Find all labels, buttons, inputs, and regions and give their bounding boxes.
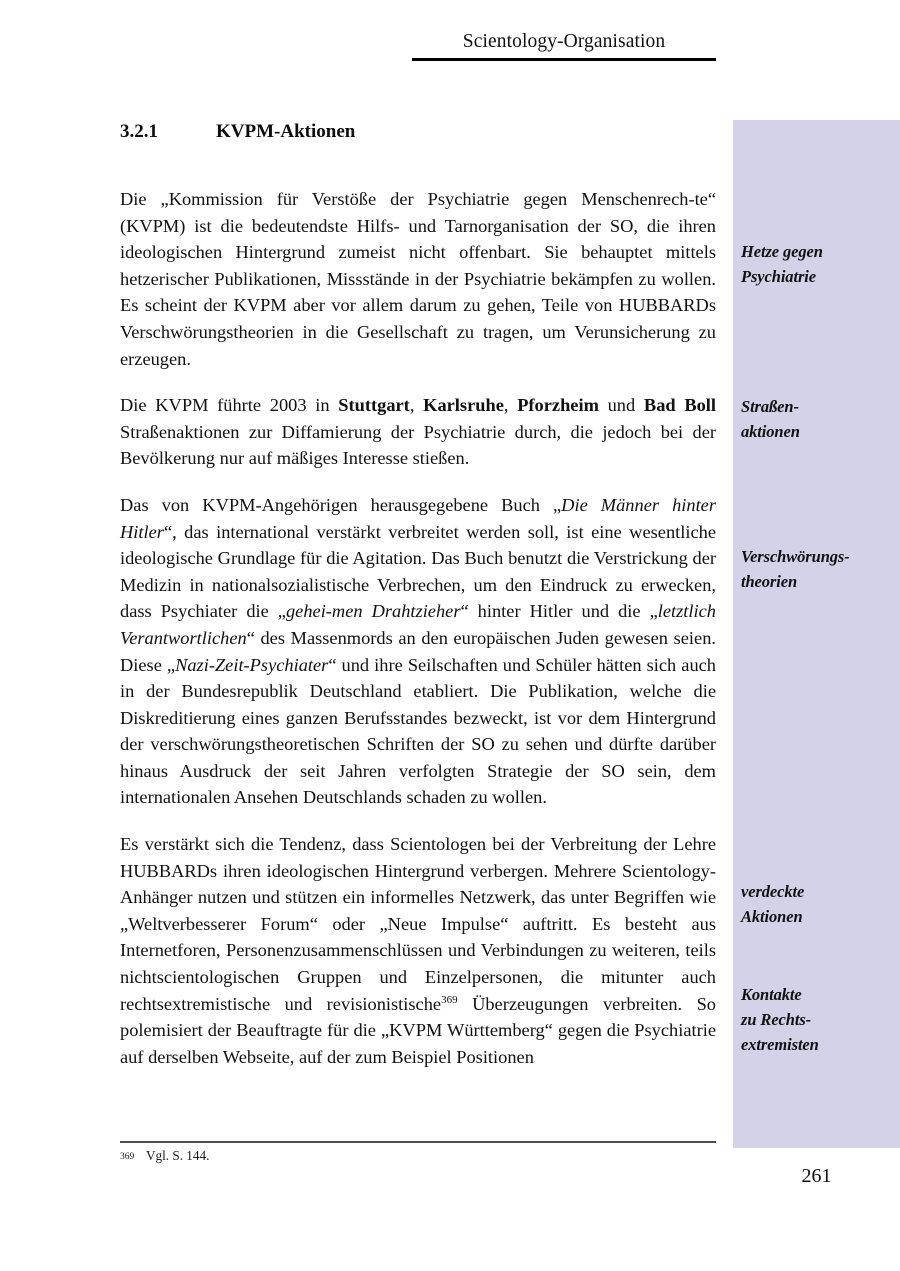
footnote-entry: [120, 1147, 716, 1166]
margin-note-line: Kontakte: [741, 985, 802, 1004]
section-number: 3.2.1: [120, 121, 158, 142]
paragraph-text: Die KVPM führte 2003 in: [120, 395, 339, 416]
footnote-number: 369: [120, 1152, 135, 1162]
quote-geheime-drahtzieher: gehei-men Drahtzieher: [285, 601, 461, 622]
section-title: KVPM-Aktionen: [216, 121, 356, 142]
paragraph-text: “ hinter Hitler und die „: [460, 601, 658, 622]
paragraph-text: Straßenaktionen zur Diffamierung der Psychiatrie durch, die jedoch bei der Bevölkerung nur auf mäßiges Interesse stießen.: [120, 421, 716, 469]
page-number: 261: [801, 1165, 832, 1187]
margin-note-verdeckte-aktionen: [741, 879, 900, 929]
margin-note-kontakte-zu-rechtsextremisten: [741, 982, 900, 1057]
section-heading: [120, 120, 716, 144]
margin-note-line: zu Rechts-: [741, 1010, 812, 1029]
margin-note-line: theorien: [741, 572, 798, 591]
margin-note-line: extremisten: [741, 1035, 819, 1054]
paragraph-text: “, das international verstärkt verbreitet werden soll, ist eine wesentliche ideologische Grundlage für die Agitation. Das Buch benutzt die Verstrickung der Medizin in nationalsozialistische Verbrechen, um den Eindruck zu erwecken, dass Psychiater die „: [120, 521, 716, 622]
paragraph-text: Es verstärkt sich die Tendenz, dass Scientologen bei der Verbreitung der Lehre HUBBARDs ihren ideologischen Hintergrund verbergen. Mehrere Scientology-Anhänger nutzen und stützen ein informelles Netzwerk, das unter Begriffen wie „Weltverbesserer Forum“ oder „Neue Impulse“ auftritt. Es besteht aus Internetforen, Personenzusammenschlüssen und Verbindungen zu weiteren, teils nichtscientologischen Gruppen und Einzelpersonen, die mitunter auch rechtsextremistische und revisionistische: [120, 834, 716, 1014]
footnote-rule: [120, 1141, 716, 1143]
margin-note-line: verdeckte: [741, 882, 805, 901]
conjunction: und: [598, 395, 644, 416]
heading-spacer: [120, 144, 716, 186]
running-head-title: Scientology-Organisation: [462, 31, 666, 52]
city-stuttgart: Stuttgart: [338, 395, 410, 416]
margin-note-strassenaktionen: [741, 394, 900, 444]
separator: ,: [503, 395, 518, 416]
margin-note-line: Straßen-: [741, 397, 799, 416]
margin-note-line: Psychiatrie: [741, 267, 816, 286]
paragraph-text: Die „Kommission für Verstöße der Psychiatrie gegen Menschenrech-te“ (KVPM) ist die bedeutendste Hilfs- und Tarnorganisation der SO, die ihren ideologischen Hintergrund zumeist nicht offenbart. Sie behauptet mittels hetzerischer Publikationen, Missstände in der Psychiatrie bekämpfen zu wollen. Es scheint der KVPM aber vor allem darum zu gehen, Teile von HUBBARDs Verschwörungstheorien in die Gesellschaft zu tragen, um Verunsicherung zu erzeugen.: [120, 189, 716, 369]
running-head: [412, 30, 716, 54]
city-bad-boll: Bad Boll: [643, 395, 717, 416]
city-karlsruhe: Karlsruhe: [423, 395, 504, 416]
quote-letztlich-verantwortlichen: letztlich Verantwortlichen: [120, 601, 716, 648]
quote-nazi-zeit-psychiater: Nazi-Zeit-Psychiater: [175, 654, 329, 675]
footnote-reference-369[interactable]: 369: [441, 993, 458, 1006]
separator: ,: [409, 395, 424, 416]
paragraph-text: Überzeugungen verbreiten. So polemisiert der Beauftragte für die „KVPM Württemberg“ gegen die Psychiatrie auf derselben Webseite, auf der zum Beispiel Positionen: [120, 993, 717, 1067]
paragraph-kvpm-intro: [120, 186, 716, 372]
paragraph-verschwoerungstheorien: [120, 492, 716, 811]
margin-note-line: Verschwörungs-: [741, 547, 850, 566]
running-head-rule: [412, 58, 716, 61]
paragraph-verdeckte-aktionen: [120, 831, 716, 1070]
margin-note-hetze-gegen-psychiatrie: [741, 239, 900, 289]
paragraph-text: Das von KVPM-Angehörigen herausgegebene Buch „: [120, 494, 562, 515]
margin-note-verschwoerungstheorien: [741, 544, 900, 594]
margin-note-line: aktionen: [741, 422, 800, 441]
margin-note-line: Aktionen: [741, 907, 803, 926]
city-pforzheim: Pforzheim: [517, 395, 599, 416]
footnote-text: Vgl. S. 144.: [146, 1148, 210, 1163]
paragraph-text: “ des Massenmords an den europäischen Juden gewesen seien. Diese „: [120, 627, 716, 675]
margin-note-line: Hetze gegen: [741, 242, 823, 261]
paragraph-text: “ und ihre Seilschaften und Schüler hätten sich auch in der Bundesrepublik Deutschland etabliert. Die Publikation, welche die Diskreditierung eines ganzen Berufsstandes bezweckt, ist vor dem Hintergrund der verschwörungstheoretischen Schriften der SO zu sehen und dürfte darüber hinaus Ausdruck der seit Jahren verfolgten Strategie der SO sein, dem internationalen Ansehen Deutschlands schaden zu wollen.: [120, 654, 716, 808]
text-column: [120, 120, 716, 1070]
paragraph-strassenaktionen: [120, 392, 716, 472]
book-title: Die Männer hinter Hitler: [120, 494, 716, 542]
